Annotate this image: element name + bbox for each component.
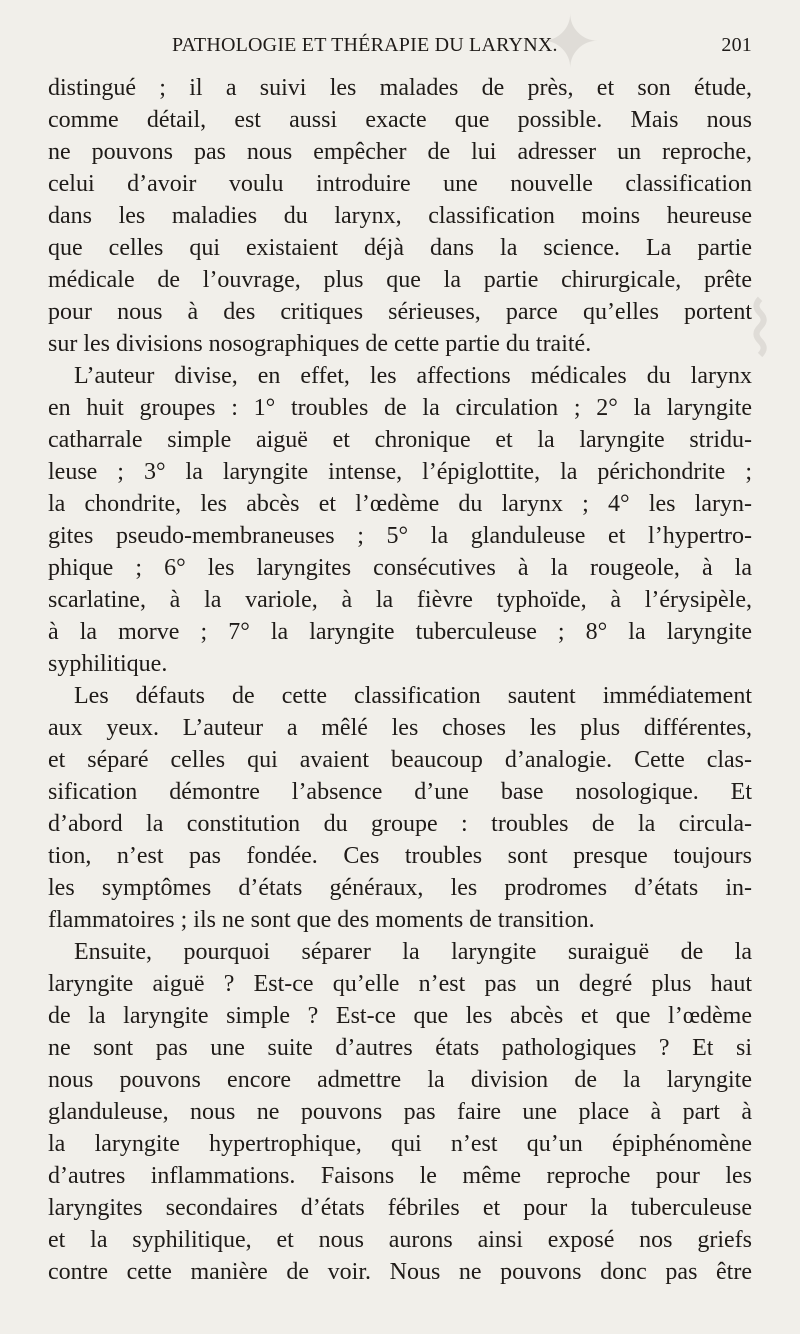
text-line: tion, n’est pas fondée. Ces troubles sont presque toujours	[48, 843, 752, 869]
body-text	[48, 72, 752, 1288]
text-line: et la syphilitique, et nous aurons ainsi exposé nos griefs	[48, 1227, 752, 1253]
text-line: contre cette manière de voir. Nous ne pouvons donc pas être	[48, 1259, 752, 1285]
text-line: flammatoires ; ils ne sont que des moments de transition.	[48, 907, 595, 933]
text-line: glanduleuse, nous ne pouvons pas faire une place à part à	[48, 1099, 752, 1125]
text-line: dans les maladies du larynx, classification moins heureuse	[48, 203, 752, 229]
page-number: 201	[721, 34, 752, 56]
text-line: sification démontre l’absence d’une base nosologique. Et	[48, 779, 752, 805]
text-line: que celles qui existaient déjà dans la science. La partie	[48, 235, 752, 261]
text-line: la chondrite, les abcès et l’œdème du larynx ; 4° les laryn-	[48, 491, 752, 517]
text-line: scarlatine, à la variole, à la fièvre typhoïde, à l’érysipèle,	[48, 587, 752, 613]
text-line: sur les divisions nosographiques de cette partie du traité.	[48, 331, 592, 357]
text-line: de la laryngite simple ? Est-ce que les abcès et que l’œdème	[48, 1003, 752, 1029]
text-line: pour nous à des critiques sérieuses, parce qu’elles portent	[48, 299, 752, 325]
show-through-ornament: ✦	[540, 3, 601, 83]
text-line: distingué ; il a suivi les malades de près, et son étude,	[48, 75, 752, 101]
text-line: aux yeux. L’auteur a mêlé les choses les plus différentes,	[48, 715, 752, 741]
show-through-mark: ⌇	[742, 290, 779, 372]
text-line: phique ; 6° les laryngites consécutives à la rougeole, à la	[48, 555, 752, 581]
text-line: syphilitique.	[48, 651, 168, 677]
header-title: PATHOLOGIE ET THÉRAPIE DU LARYNX.	[172, 34, 558, 56]
text-line: Les défauts de cette classification sautent immédiatement	[74, 683, 752, 709]
text-line: en huit groupes : 1° troubles de la circulation ; 2° la laryngite	[48, 395, 752, 421]
text-line: laryngite aiguë ? Est-ce qu’elle n’est pas un degré plus haut	[48, 971, 752, 997]
text-line: Ensuite, pourquoi séparer la laryngite suraiguë de la	[74, 939, 752, 965]
text-line: catharrale simple aiguë et chronique et la laryngite stridu-	[48, 427, 752, 453]
text-line: à la morve ; 7° la laryngite tuberculeuse ; 8° la laryngite	[48, 619, 752, 645]
text-line: leuse ; 3° la laryngite intense, l’épiglottite, la périchondrite ;	[48, 459, 752, 485]
text-line: les symptômes d’états généraux, les prodromes d’états in-	[48, 875, 752, 901]
text-line: médicale de l’ouvrage, plus que la partie chirurgicale, prête	[48, 267, 752, 293]
text-line: L’auteur divise, en effet, les affections médicales du larynx	[74, 363, 752, 389]
text-line: comme détail, est aussi exacte que possible. Mais nous	[48, 107, 752, 133]
text-line: celui d’avoir voulu introduire une nouvelle classification	[48, 171, 752, 197]
text-line: laryngites secondaires d’états fébriles et pour la tuberculeuse	[48, 1195, 752, 1221]
text-line: ne pouvons pas nous empêcher de lui adresser un reproche,	[48, 139, 752, 165]
text-line: ne sont pas une suite d’autres états pathologiques ? Et si	[48, 1035, 752, 1061]
text-line: gites pseudo-membraneuses ; 5° la glanduleuse et l’hypertro-	[48, 523, 752, 549]
text-line: d’autres inflammations. Faisons le même reproche pour les	[48, 1163, 752, 1189]
text-line: d’abord la constitution du groupe : troubles de la circula-	[48, 811, 752, 837]
text-line: et séparé celles qui avaient beaucoup d’analogie. Cette clas-	[48, 747, 752, 773]
text-line: nous pouvons encore admettre la division de la laryngite	[48, 1067, 752, 1093]
text-line: la laryngite hypertrophique, qui n’est qu’un épiphénomène	[48, 1131, 752, 1157]
